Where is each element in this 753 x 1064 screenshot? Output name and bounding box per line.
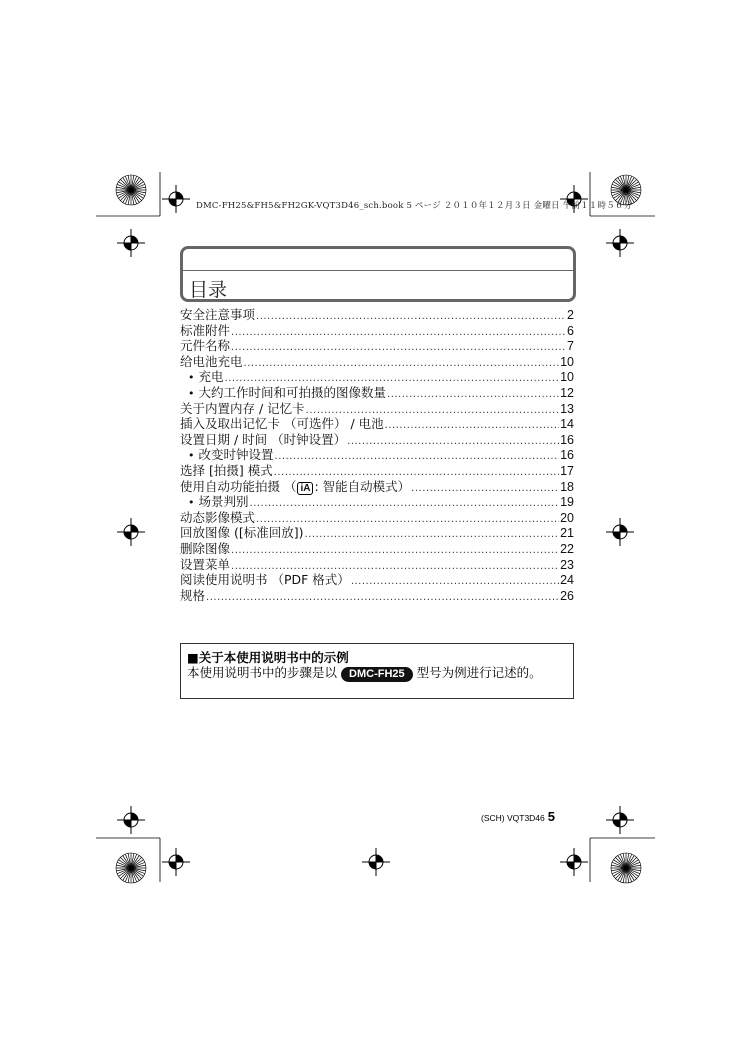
toc-entry-label: 阅读使用说明书 （PDF 格式） (180, 572, 350, 588)
toc-entry-page: 10 (560, 370, 574, 385)
toc-entry-page: 20 (560, 510, 574, 525)
dot-leader (304, 527, 559, 543)
toc-entry[interactable] (180, 369, 574, 385)
toc-entry-label: 元件名称 (180, 338, 231, 354)
star-target-icon (611, 853, 641, 883)
dot-leader (256, 309, 566, 325)
note-box (180, 643, 574, 699)
toc-entry-label: 关于内置内存 / 记忆卡 (180, 400, 305, 416)
bullet-icon: • (188, 449, 195, 463)
toc-entry[interactable] (180, 463, 574, 479)
dot-leader (387, 387, 559, 403)
toc-entry-label: 设置日期 / 时间 （时钟设置） (180, 431, 347, 447)
toc-entry-label: 选择 [拍摄] 模式 (180, 462, 273, 478)
title-box (180, 246, 576, 302)
registration-mark-icon (560, 848, 588, 876)
bullet-icon: • (188, 496, 195, 510)
toc-entry-page: 13 (560, 401, 574, 416)
toc-entry[interactable] (180, 447, 574, 463)
toc-entry-page: 17 (560, 463, 574, 478)
dot-leader (411, 481, 559, 497)
page-title: 目录 (189, 279, 228, 301)
page-number: 5 (547, 809, 555, 824)
toc-entry-label: 安全注意事项 (180, 307, 256, 322)
dot-leader (231, 325, 566, 341)
toc-entry-label: 给电池充电 (180, 353, 243, 369)
dot-leader (206, 590, 559, 606)
registration-mark-icon (362, 848, 390, 876)
toc-entry-label: 标准附件 (180, 322, 231, 338)
toc-entry[interactable] (180, 307, 574, 323)
toc-entry-label: 插入及取出记忆卡 （可选件） / 电池 (180, 416, 384, 432)
toc-entry-label: 使用自动功能拍摄 （ iA : 智能自动模式） (180, 478, 411, 494)
registration-mark-icon (606, 229, 634, 257)
intelligent-auto-icon: iA (297, 482, 313, 495)
registration-mark-icon (162, 185, 190, 213)
page-footer (481, 806, 555, 825)
bullet-icon: • (188, 386, 195, 400)
toc-entry[interactable] (180, 323, 574, 339)
model-badge: DMC-FH25 (341, 667, 413, 682)
registration-mark-icon (117, 806, 145, 834)
toc-entry[interactable] (180, 572, 574, 588)
toc-entry[interactable] (180, 588, 574, 604)
toc-entry[interactable] (180, 557, 574, 573)
toc-entry-page: 14 (560, 417, 574, 432)
toc-entry-label: 回放图像 ([标准回放]) (180, 525, 304, 541)
dot-leader (385, 418, 559, 434)
note-text-before: 本使用说明书中的步骤是以 (187, 665, 338, 680)
registration-mark-icon (162, 848, 190, 876)
toc-entry-page: 18 (560, 479, 574, 494)
toc-entry-page: 19 (560, 495, 574, 510)
toc-entry-page: 7 (567, 339, 574, 354)
toc-entry[interactable] (180, 525, 574, 541)
toc-entry-label: 充电 (198, 369, 224, 385)
toc-entry-page: 26 (560, 588, 574, 603)
dot-leader (231, 543, 559, 559)
toc-entry[interactable] (180, 479, 574, 495)
toc-entry-label: 改变时钟设置 (198, 447, 274, 463)
dot-leader (275, 449, 560, 465)
registration-mark-icon (117, 229, 145, 257)
toc-entry[interactable] (180, 510, 574, 526)
title-rule (183, 270, 573, 271)
toc-entry-page: 24 (560, 573, 574, 588)
toc-entry-label: 删除图像 (180, 540, 231, 556)
toc-entry-page: 23 (560, 557, 574, 572)
book-header-line: DMC-FH25&FH5&FH2GK-VQT3D46_sch.book 5 ページ ２０１０年１２月３日 金曜日 午前１１時５６分 (196, 201, 633, 211)
toc-entry-label: 动态影像模式 (180, 509, 256, 525)
toc-entry-page: 12 (560, 385, 574, 400)
star-target-icon (116, 853, 146, 883)
toc-entry-page: 22 (560, 541, 574, 556)
dot-leader (244, 356, 560, 372)
table-of-contents (180, 307, 574, 603)
toc-entry[interactable] (180, 338, 574, 354)
toc-entry-page: 16 (560, 448, 574, 463)
note-text (187, 665, 567, 682)
toc-entry-page: 10 (560, 354, 574, 369)
dot-leader (231, 340, 566, 356)
toc-entry-page: 6 (567, 323, 574, 338)
note-title: ■关于本使用说明书中的示例 (187, 650, 349, 665)
toc-entry[interactable] (180, 494, 574, 510)
toc-entry-label: 设置菜单 (180, 556, 231, 572)
toc-entry-page: 16 (560, 432, 574, 447)
toc-entry[interactable] (180, 385, 574, 401)
bullet-icon: • (188, 371, 195, 385)
doc-code: (SCH) VQT3D46 (481, 813, 545, 823)
toc-entry-page: 2 (567, 308, 574, 322)
dot-leader (351, 574, 559, 590)
registration-mark-icon (117, 518, 145, 546)
toc-entry-page: 21 (560, 526, 574, 541)
toc-entry[interactable] (180, 432, 574, 448)
toc-entry-label: 场景判别 (198, 494, 249, 510)
star-target-icon (116, 175, 146, 205)
toc-entry[interactable] (180, 541, 574, 557)
registration-mark-icon (606, 518, 634, 546)
toc-entry[interactable] (180, 416, 574, 432)
registration-mark-icon (606, 806, 634, 834)
toc-entry-label: 大约工作时间和可拍摄的图像数量 (198, 384, 387, 400)
toc-entry[interactable] (180, 401, 574, 417)
dot-leader (250, 496, 560, 512)
toc-entry[interactable] (180, 354, 574, 370)
note-text-after: 型号为例进行记述的。 (416, 665, 542, 680)
dot-leader (347, 434, 559, 450)
toc-entry-label: 规格 (180, 587, 206, 603)
